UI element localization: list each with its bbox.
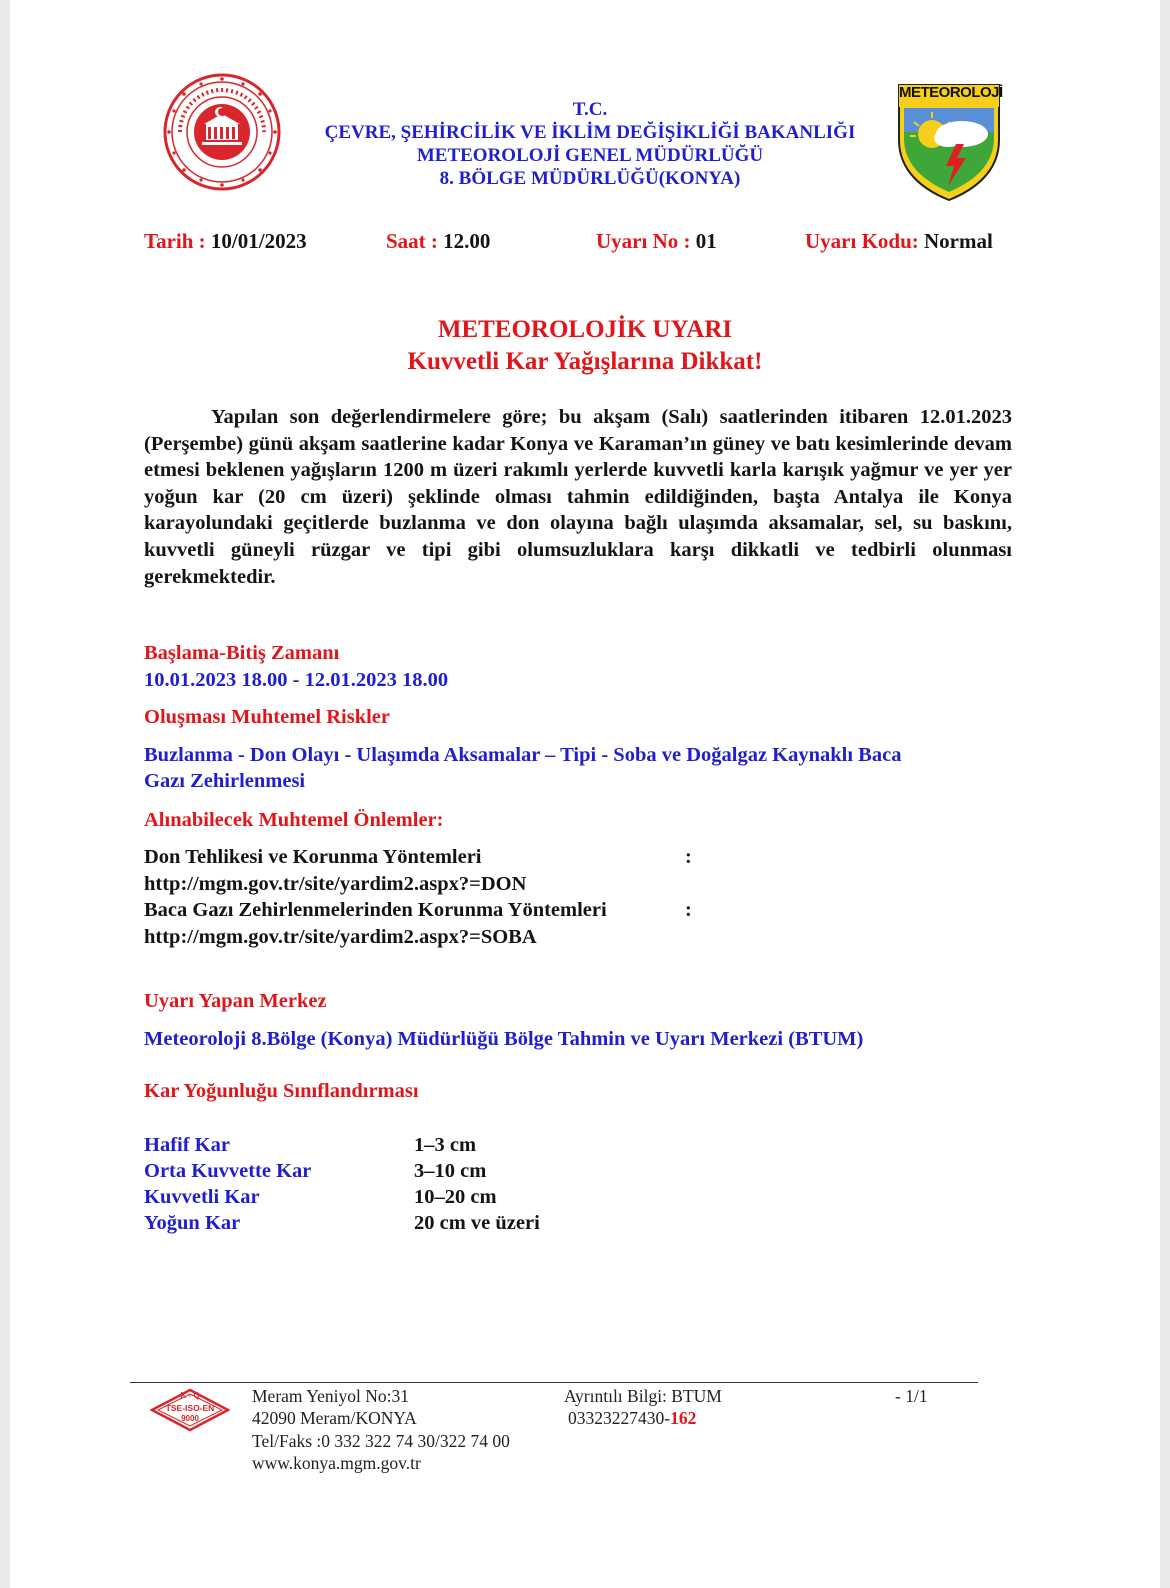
warning-code-label: Uyarı Kodu: — [805, 229, 919, 253]
tse-logo-top: K - Q — [180, 1391, 200, 1400]
header-directorate: METEOROLOJİ GENEL MÜDÜRLÜĞÜ — [416, 145, 764, 166]
warning-body-paragraph: Yapılan son değerlendirmelere göre; bu akşam (Salı) saatlerinden itibaren 12.01.2023 (Perşembe) günü akşam saatlerine kadar Konya ve Karaman’ın güney ve batı kesimlerinde devam etmesi beklenen yağışların 1200 m üzeri rakımlı yerlerde kuvvetli karla karışık yağmur ve yer yer yoğun kar (20 cm üzeri) şeklinde olması tahmin edildiğinden, başta Antalya ile Konya karayolundaki geçitlerde buzlanma ve don olayına bağlı ulaşımda aksamalar, sel, su baskını, kuvvetli güneyli rüzgar ve tipi gibi olumsuzluklara karşı dikkatli ve tedbirli olunması gerekmektedir. — [144, 406, 1012, 588]
footer-info-label: Ayrıntılı Bilgi: BTUM — [564, 1386, 722, 1406]
document-page — [10, 0, 1160, 1588]
tse-logo-bottom: 9000 — [181, 1414, 199, 1423]
warning-no-label: Uyarı No : — [596, 229, 691, 253]
footer-info-phone-number: 03323227430- — [568, 1408, 671, 1428]
measure-2-colon: : — [685, 899, 692, 921]
header-ministry: ÇEVRE, ŞEHİRCİLİK VE İKLİM DEĞİŞİKLİĞİ BAKANLIĞI — [324, 122, 856, 143]
snow-class-name: Kuvvetli Kar — [144, 1186, 260, 1208]
measure-2-link[interactable]: http://mgm.gov.tr/site/yardim2.aspx?=SOBA — [144, 926, 537, 948]
snow-class-range: 3–10 cm — [414, 1160, 487, 1182]
snow-class-name: Orta Kuvvette Kar — [144, 1160, 312, 1182]
measure-2-title: Baca Gazı Zehirlenmelerinden Korunma Yöntemleri — [144, 899, 607, 921]
footer-divider — [130, 1382, 978, 1383]
center-label: Uyarı Yapan Merkez — [144, 990, 327, 1012]
footer-address-1: Meram Yeniyol No:31 — [252, 1386, 410, 1406]
meta-warning-no — [596, 229, 717, 254]
snow-class-name: Hafif Kar — [144, 1134, 230, 1156]
footer-page-number: - 1/1 — [895, 1386, 928, 1406]
tse-logo-mid: TSE-ISO-EN — [165, 1403, 215, 1413]
risks-line-2: Gazı Zehirlenmesi — [144, 770, 306, 792]
risks-line-1: Buzlanma - Don Olayı - Ulaşımda Aksamalar – Tipi - Soba ve Doğalgaz Kaynaklı Baca — [144, 744, 902, 766]
date-value: 10/01/2023 — [210, 229, 307, 253]
risks-label: Oluşması Muhtemel Riskler — [144, 706, 390, 728]
header-region: 8. BÖLGE MÜDÜRLÜĞÜ(KONYA) — [439, 168, 741, 189]
warning-subtitle: Kuvvetli Kar Yağışlarına Dikkat! — [407, 348, 763, 375]
snow-class-name: Yoğun Kar — [144, 1212, 241, 1234]
snow-classification-label: Kar Yoğunluğu Sınıflandırması — [144, 1080, 419, 1102]
time-label: Saat : — [386, 229, 438, 253]
footer-info-phone-ext: 162 — [670, 1408, 697, 1428]
snow-class-range: 20 cm ve üzeri — [414, 1212, 540, 1234]
footer-info-phone — [568, 1408, 696, 1429]
meta-date — [144, 229, 307, 254]
meta-warning-code — [805, 229, 993, 254]
ministry-seal-icon — [162, 72, 282, 192]
measure-1-link[interactable]: http://mgm.gov.tr/site/yardim2.aspx?=DON — [144, 873, 527, 895]
header-tc: T.C. — [572, 99, 608, 120]
warning-code-value: Normal — [924, 229, 993, 253]
measure-1-title: Don Tehlikesi ve Korunma Yöntemleri — [144, 846, 482, 868]
period-value: 10.01.2023 18.00 - 12.01.2023 18.00 — [144, 669, 449, 691]
footer-address-2: 42090 Meram/KONYA — [252, 1408, 417, 1428]
footer-web[interactable]: www.konya.mgm.gov.tr — [252, 1453, 421, 1473]
measure-1-colon: : — [685, 846, 692, 868]
footer-phone: Tel/Faks :0 332 322 74 30/322 74 00 — [252, 1431, 510, 1451]
warning-no-value: 01 — [695, 229, 717, 253]
measures-label: Alınabilecek Muhtemel Önlemler: — [144, 809, 444, 831]
snow-class-range: 1–3 cm — [414, 1134, 477, 1156]
date-label: Tarih : — [144, 229, 206, 253]
meta-time — [386, 229, 490, 254]
period-label: Başlama-Bitiş Zamanı — [144, 642, 340, 664]
snow-class-range: 10–20 cm — [414, 1186, 497, 1208]
meteoroloji-logo-text: METEOROLOJİ — [899, 84, 1003, 101]
warning-title: METEOROLOJİK UYARI — [437, 316, 733, 343]
time-value: 12.00 — [443, 229, 491, 253]
center-value: Meteoroloji 8.Bölge (Konya) Müdürlüğü Bölge Tahmin ve Uyarı Merkezi (BTUM) — [144, 1028, 864, 1050]
